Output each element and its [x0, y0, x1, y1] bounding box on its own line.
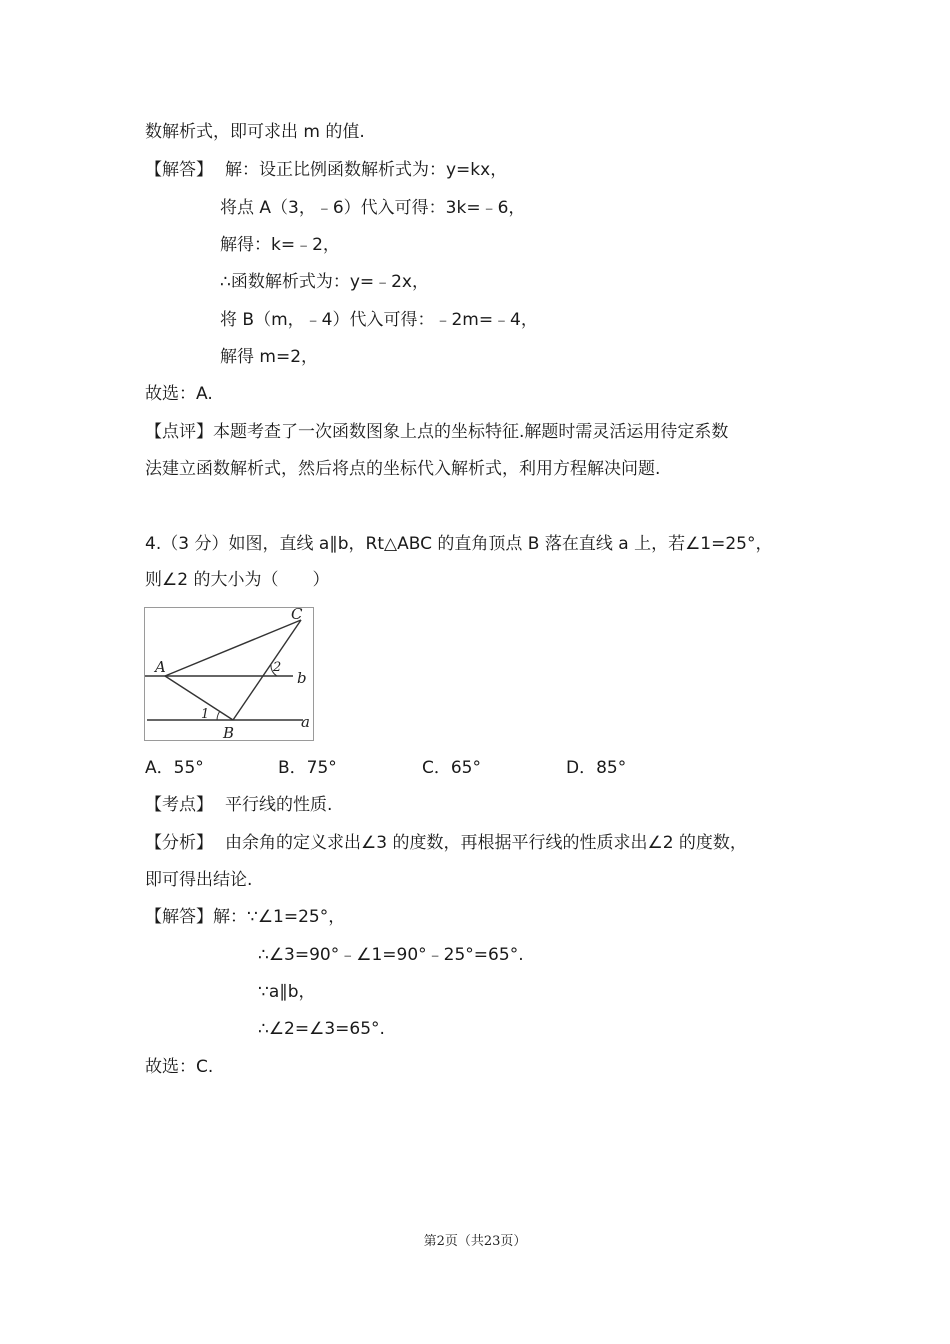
label-A: A: [155, 658, 166, 676]
prev-step-1: 将点 A（3，﹣6）代入可得：3k=﹣6，: [220, 198, 526, 218]
q4-step-2: ∵a∥b，: [258, 982, 316, 1002]
side-ab: [165, 676, 233, 720]
q4-choice: 故选：C.: [145, 1057, 214, 1077]
q4-kaodian: [145, 793, 332, 817]
side-bc: [233, 620, 301, 720]
label-a: a: [301, 713, 310, 731]
kaodian-label: 【考点】: [145, 795, 213, 815]
q4-fenxi-line-2: 即可得出结论.: [145, 870, 253, 890]
q4-figure: [144, 607, 314, 741]
answer-first-line: 解：∵∠1=25°，: [213, 907, 346, 927]
q4-triangle-diagram: [145, 608, 313, 740]
label-angle-1: 1: [201, 707, 210, 722]
fenxi-text: 由余角的定义求出∠3 的度数，再根据平行线的性质求出∠2 的度数，: [225, 833, 747, 853]
angle-1-arc: [217, 711, 220, 720]
option-b: B．75°: [278, 758, 337, 778]
prev-step-3: ∴函数解析式为：y=﹣2x，: [220, 272, 429, 292]
option-c: C．65°: [422, 758, 482, 778]
answer-label: 【解答】: [145, 160, 213, 180]
prev-step-2: 解得：k=﹣2，: [220, 235, 340, 255]
prev-answer-heading: [145, 158, 507, 182]
q4-step-1: ∴∠3=90°﹣∠1=90°﹣25°=65°.: [258, 945, 524, 965]
answer-label: 【解答】: [145, 907, 213, 927]
fenxi-label: 【分析】: [145, 833, 213, 853]
q4-stem-line-2: 则∠2 的大小为（ ）: [145, 570, 330, 590]
answer-first-line: 解：设正比例函数解析式为：y=kx，: [225, 160, 508, 180]
prev-choice: 故选：A.: [145, 384, 213, 404]
prev-step-5: 解得 m=2，: [220, 347, 319, 367]
label-b: b: [297, 669, 307, 687]
prev-comment-line-2: 法建立函数解析式，然后将点的坐标代入解析式，利用方程解决问题.: [145, 459, 661, 479]
prev-analysis-tail: 数解析式，即可求出 m 的值.: [145, 122, 365, 142]
prev-step-4: 将 B（m，﹣4）代入可得：﹣2m=﹣4，: [220, 310, 538, 330]
q4-step-3: ∴∠2=∠3=65°.: [258, 1019, 385, 1039]
q4-answer-heading: [145, 905, 345, 929]
page-footer: 第2页（共23页）: [423, 1234, 527, 1249]
option-d: D．85°: [566, 758, 627, 778]
q4-fenxi: [145, 831, 747, 855]
label-B: B: [223, 724, 235, 740]
label-angle-2: 2: [273, 660, 282, 675]
option-a: A．55°: [145, 758, 204, 778]
label-C: C: [291, 608, 303, 623]
kaodian-text: 平行线的性质.: [225, 795, 333, 815]
prev-comment-line-1: 【点评】本题考查了一次函数图象上点的坐标特征.解题时需灵活运用待定系数: [145, 422, 729, 442]
q4-stem-line-1: 4.（3 分）如图，直线 a∥b，Rt△ABC 的直角顶点 B 落在直线 a 上，若∠1=25°，: [145, 534, 773, 554]
